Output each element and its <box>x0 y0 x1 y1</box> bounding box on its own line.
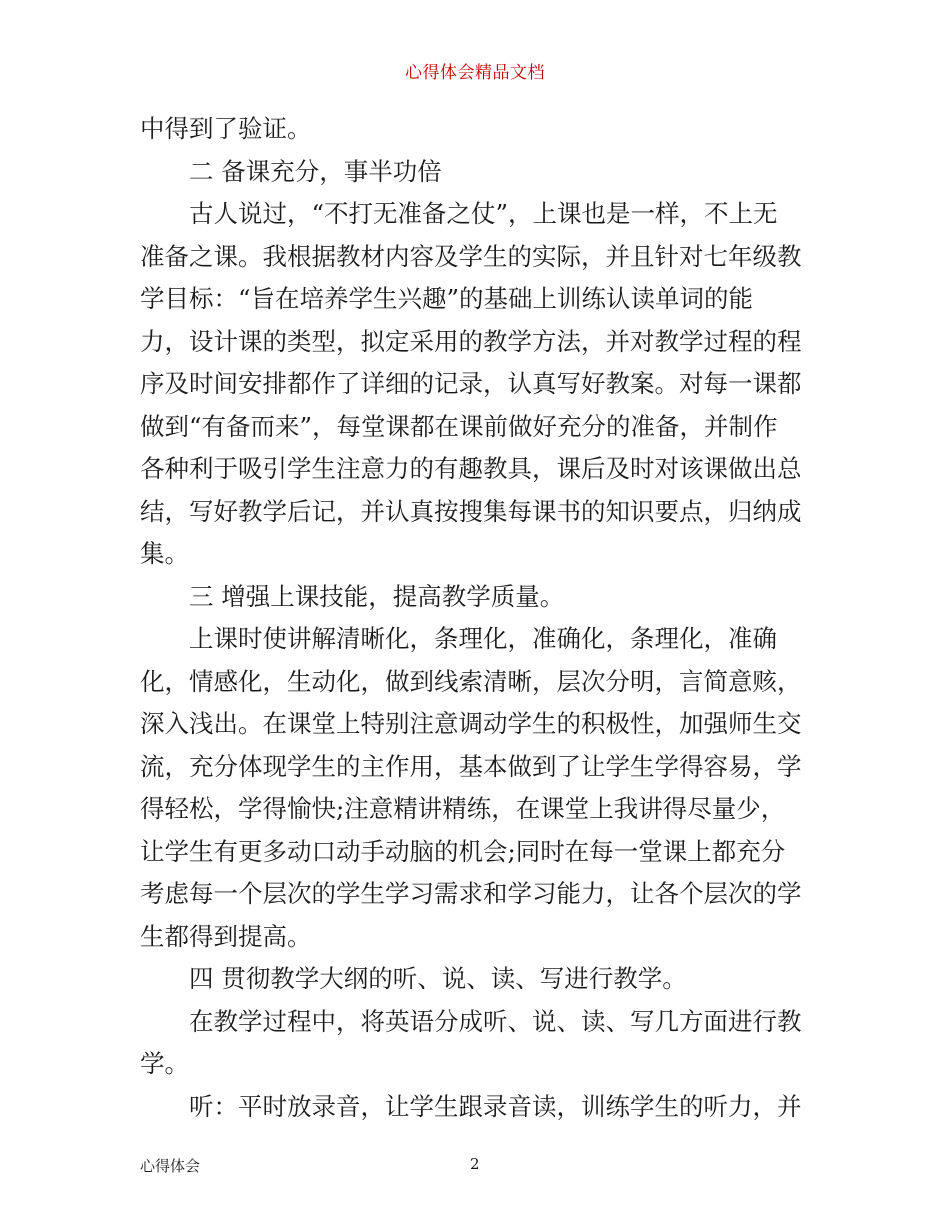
body-line: 在教学过程中，将英语分成听、说、读、写几方面进行教 <box>189 1006 802 1036</box>
section-heading: 三 增强上课技能，提高教学质量。 <box>189 581 565 611</box>
body-line: 准备之课。我根据教材内容及学生的实际，并且针对七年级教 <box>140 241 802 271</box>
body-line: 结，写好教学后记，并认真按搜集每课书的知识要点，归纳成 <box>140 496 802 526</box>
body-line: 化，情感化，生动化，做到线索清晰，层次分明，言简意赅， <box>140 666 802 696</box>
body-line: 力，设计课的类型，拟定采用的教学方法，并对教学过程的程 <box>140 326 802 356</box>
body-line: 流，充分体现学生的主作用，基本做到了让学生学得容易，学 <box>140 751 802 781</box>
document-body <box>140 108 812 1128</box>
body-line: 上课时使讲解清晰化，条理化，准确化，条理化，准确 <box>189 624 777 653</box>
body-line: 序及时间安排都作了详细的记录，认真写好教案。对每一课都 <box>140 369 802 398</box>
body-line: 深入浅出。在课堂上特别注意调动学生的积极性，加强师生交 <box>140 709 802 738</box>
document-header-title: 心得体会精品文档 <box>405 63 545 83</box>
body-line: 得轻松，学得愉快;注意精讲精练，在课堂上我讲得尽量少， <box>140 794 786 823</box>
body-line: 学。 <box>140 1049 189 1078</box>
body-line: 集。 <box>140 539 189 568</box>
section-heading: 二 备课充分，事半功倍 <box>189 156 442 186</box>
page-number: 2 <box>470 1155 480 1173</box>
footer-label: 心得体会 <box>140 1157 201 1175</box>
body-line: 考虑每一个层次的学生学习需求和学习能力，让各个层次的学 <box>140 879 802 908</box>
body-line: 各种利于吸引学生注意力的有趣教具，课后及时对该课做出总 <box>140 454 802 483</box>
body-line: 让学生有更多动口动手动脑的机会;同时在每一堂课上都充分 <box>140 836 786 866</box>
body-line: 听：平时放录音，让学生跟录音读，训练学生的听力，并 <box>189 1091 802 1121</box>
body-line: 学目标：“旨在培养学生兴趣”的基础上训练认读单词的能 <box>140 284 754 313</box>
body-line: 古人说过，“不打无准备之仗”，上课也是一样，不上无 <box>189 199 778 228</box>
body-line: 生都得到提高。 <box>140 921 312 951</box>
body-line: 中得到了验证。 <box>140 114 312 143</box>
section-heading: 四 贯彻教学大纲的听、说、读、写进行教学。 <box>189 964 687 993</box>
body-line: 做到“有备而来”，每堂课都在课前做好充分的准备，并制作 <box>140 411 778 441</box>
